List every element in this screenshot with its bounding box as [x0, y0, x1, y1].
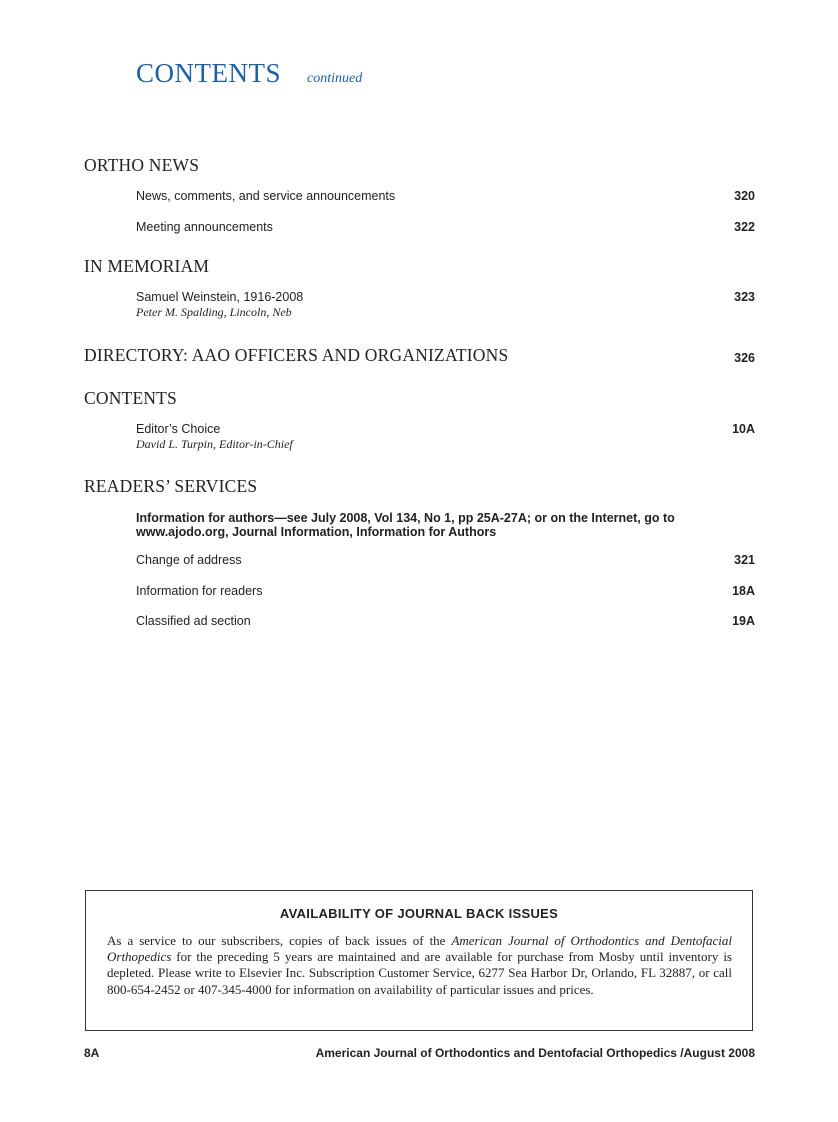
section-heading-directory[interactable]: DIRECTORY: AAO OFFICERS AND ORGANIZATIONS [84, 345, 509, 365]
toc-entry-page: 18A [732, 584, 755, 598]
continued-label: continued [307, 71, 363, 86]
toc-entry-author: David L. Turpin, Editor-in-Chief [136, 437, 293, 451]
notice-title: AVAILABILITY OF JOURNAL BACK ISSUES [279, 906, 559, 921]
toc-entry-page: 10A [732, 422, 755, 436]
notice-text-part: As a service to our subscribers, copies of back issues of the [107, 933, 452, 948]
notice-text-part: for the preceding 5 years are maintained and are available for purchase from Mosby until inventory is depleted. Please write to Elsevier Inc. Subscription Customer Service, 6277 Sea Harbor Dr, Orlando, FL 32887, or call 800-654-2452 or 407-345-4000 for information on availability of particular issues and prices. [107, 949, 732, 997]
toc-entry[interactable] [136, 584, 755, 598]
journal-issue: American Journal of Orthodontics and Dentofacial Orthopedics /August 2008 [315, 1046, 755, 1060]
toc-entry[interactable] [136, 220, 755, 234]
toc-entry-title: Change of address [136, 553, 242, 567]
toc-entry[interactable] [136, 553, 755, 567]
toc-entry[interactable] [136, 614, 755, 628]
toc-entry-title: Information for authors—see July 2008, Vol 134, No 1, pp 25A-27A; or on the Internet, go to www.ajodo.org, Journal Information, Information for Authors [136, 511, 675, 539]
contents-title: CONTENTS [136, 58, 281, 88]
toc-entry[interactable] [136, 189, 755, 203]
section-heading-ortho-news: ORTHO NEWS [84, 155, 200, 175]
page-title [136, 58, 362, 89]
page-number: 8A [84, 1046, 100, 1060]
journal-name: American Journal of Orthodontics and Dentofacial Orthopedics [107, 933, 732, 965]
toc-entry-title: Meeting announcements [136, 220, 273, 234]
page-footer [84, 1046, 755, 1060]
toc-entry-page: 322 [734, 220, 755, 234]
toc-entry-page: 320 [734, 189, 755, 203]
section-heading-readers-services: READERS’ SERVICES [84, 476, 258, 496]
toc-entry-page: 323 [734, 290, 755, 304]
toc-entry-page: 19A [732, 614, 755, 628]
toc-entry-title: Classified ad section [136, 614, 251, 628]
toc-entry-title: Samuel Weinstein, 1916-2008 [136, 290, 304, 304]
back-issues-notice [85, 890, 753, 1031]
toc-entry-page: 326 [734, 351, 755, 365]
toc-entry-title: News, comments, and service announcements [136, 189, 396, 203]
toc-entry-title: Information for readers [136, 584, 263, 598]
toc-entry[interactable] [136, 511, 716, 539]
section-heading-contents: CONTENTS [84, 388, 177, 408]
toc-entry-page: 321 [734, 553, 755, 567]
toc-entry-author: Peter M. Spalding, Lincoln, Neb [136, 305, 292, 319]
toc-entry[interactable] [136, 290, 755, 320]
section-heading-in-memoriam: IN MEMORIAM [84, 256, 210, 276]
toc-entry-title: Editor’s Choice [136, 422, 221, 436]
notice-text [107, 933, 732, 998]
toc-entry[interactable] [136, 422, 755, 452]
